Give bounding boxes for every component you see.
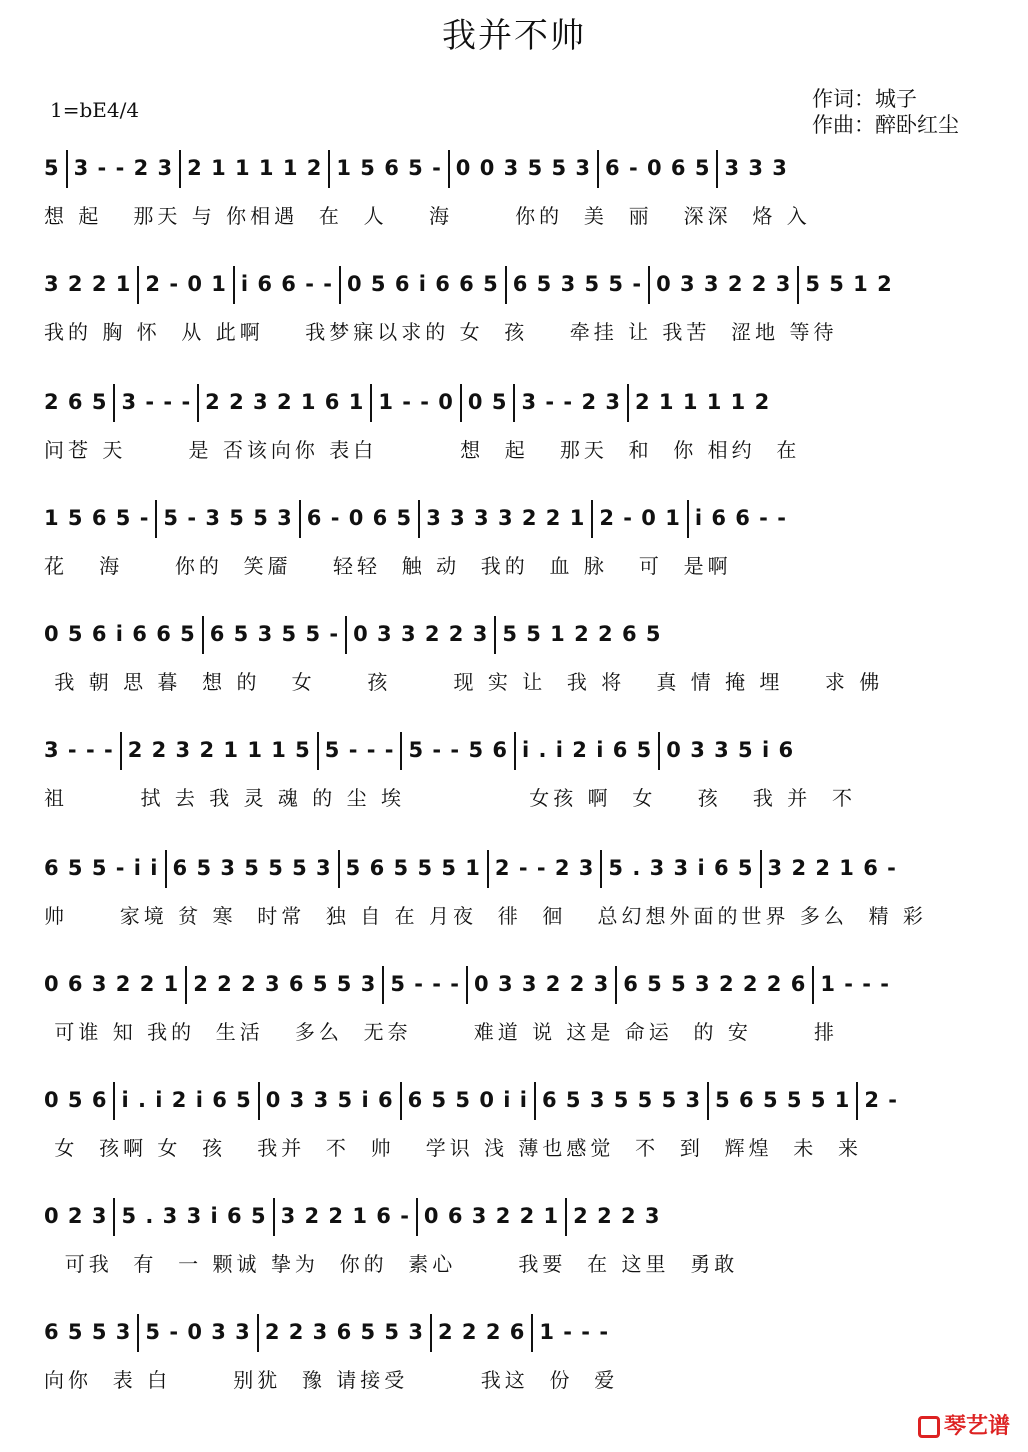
measure: 2 2 2 3 6 5 5 3	[193, 972, 377, 996]
measure: 0 6 3 2 2 1	[44, 972, 180, 996]
key-signature: 1=bE4/4	[50, 98, 140, 122]
bar-line	[716, 150, 718, 188]
composer-credit: 作曲：醉卧红尘	[812, 113, 959, 137]
measure: 3 - - 2 3	[521, 390, 621, 414]
bar-line	[370, 384, 372, 422]
measure: 0 2 3	[44, 1204, 108, 1228]
bar-line	[197, 384, 199, 422]
page-title: 我并不帅	[442, 16, 586, 56]
bar-line	[707, 1082, 709, 1120]
measure: 5 - - -	[324, 738, 395, 762]
score-system	[44, 616, 994, 695]
measure: 2 - 0 1	[599, 506, 681, 530]
notation-line	[44, 732, 994, 760]
watermark-text: 琴艺谱	[943, 1414, 1010, 1439]
measure: 2 1 1 1 1 2	[187, 156, 323, 180]
measure: 6 5 5 3 2 2 2 6	[623, 972, 807, 996]
measure: 1 - - 0	[378, 390, 454, 414]
bar-line	[531, 1314, 533, 1352]
measure: i 6 6 - -	[694, 506, 787, 530]
measure: 5 - - 5 6	[408, 738, 508, 762]
measure: 6 - 0 6 5	[605, 156, 711, 180]
measure: 2 6 5	[44, 390, 108, 414]
measure: 6 5 3 5 5 5 3	[541, 1088, 702, 1112]
watermark-logo	[918, 1409, 1010, 1440]
lyricist-credit: 作词：城子	[812, 87, 917, 111]
bar-line	[120, 732, 122, 770]
bar-line	[494, 616, 496, 654]
measure: 1 5 6 5 -	[44, 506, 150, 530]
measure: 2 -	[864, 1088, 898, 1112]
bar-line	[317, 732, 319, 770]
measure: 5 - 3 5 5 3	[163, 506, 293, 530]
bar-line	[273, 1198, 275, 1236]
bar-line	[382, 966, 384, 1004]
bar-line	[165, 850, 167, 888]
measure: 6 5 3 5 5 -	[512, 272, 643, 296]
measure: 5 5 1 2 2 6 5	[502, 622, 662, 646]
notation-line	[44, 1314, 994, 1342]
score-system	[44, 500, 994, 579]
bar-line	[812, 966, 814, 1004]
measure: 6 5 5 0 i i	[407, 1088, 528, 1112]
bar-line	[328, 150, 330, 188]
bar-line	[591, 500, 593, 538]
measure: 6 5 5 3	[44, 1320, 132, 1344]
measure: 3 - - -	[44, 738, 114, 762]
lyrics-line: 花 海 你的 笑靥 轻轻 触 动 我的 血 脉 可 是啊	[44, 554, 732, 578]
bar-line	[648, 266, 650, 304]
bar-line	[687, 500, 689, 538]
measure: 5 . 3 3 i 6 5	[608, 856, 754, 880]
measure: i . i 2 i 6 5	[121, 1088, 252, 1112]
measure: 0 3 3 5 i 6	[666, 738, 795, 762]
bar-line	[760, 850, 762, 888]
bar-line	[137, 1314, 139, 1352]
lyrics-line: 帅 家境 贫 寒 时常 独 自 在 月夜 徘 徊 总幻想外面的世界 多么 精 彩	[44, 904, 927, 928]
notation-line	[44, 616, 994, 644]
measure: 3 2 2 1	[44, 272, 132, 296]
bar-line	[233, 266, 235, 304]
score-system	[44, 1314, 994, 1393]
measure: 2 2 3 2 1 1 1 5	[127, 738, 311, 762]
notation-line	[44, 266, 994, 294]
bar-line	[137, 266, 139, 304]
measure: 6 - 0 6 5	[306, 506, 413, 530]
score-system	[44, 966, 994, 1045]
score-system	[44, 1198, 994, 1277]
notation-line	[44, 1082, 994, 1110]
lyrics-line: 女 孩啊 女 孩 我并 不 帅 学识 浅 薄也感觉 不 到 辉煌 未 来	[44, 1136, 863, 1160]
bar-line	[514, 732, 516, 770]
score-system	[44, 266, 994, 345]
score-system	[44, 732, 994, 811]
measure: 1 5 6 5 -	[336, 156, 442, 180]
measure: 0 5 6 i 6 6 5	[346, 272, 499, 296]
bar-line	[400, 732, 402, 770]
measure: 0 6 3 2 2 1	[423, 1204, 560, 1228]
bar-line	[179, 150, 181, 188]
score-system	[44, 384, 994, 463]
lyrics-line: 可我 有 一 颗诚 挚为 你的 素心 我要 在 这里 勇敢	[44, 1252, 739, 1276]
measure: 0 3 3 2 2 3	[474, 972, 610, 996]
score-system	[44, 1082, 994, 1161]
bar-line	[202, 616, 204, 654]
measure: 1 - - -	[820, 972, 891, 996]
measure: 0 5 6 i 6 6 5	[44, 622, 196, 646]
measure: 2 1 1 1 1 2	[634, 390, 771, 414]
measure: i 6 6 - -	[240, 272, 333, 296]
measure: 2 2 2 6	[437, 1320, 526, 1344]
lyrics-line: 我 朝 思 暮 想 的 女 孩 现 实 让 我 将 真 情 掩 埋 求 佛	[44, 670, 884, 694]
measure: 2 - - 2 3	[494, 856, 595, 880]
measure: 6 5 5 - i i	[44, 856, 159, 880]
bar-line	[600, 850, 602, 888]
measure: 5 5 1 2	[805, 272, 893, 296]
measure: i . i 2 i 6 5	[522, 738, 653, 762]
bar-line	[185, 966, 187, 1004]
measure: 5 6 5 5 5 1	[345, 856, 481, 880]
bar-line	[430, 1314, 432, 1352]
lyrics-line: 可谁 知 我的 生活 多么 无奈 难道 说 这是 命运 的 安 排	[44, 1020, 839, 1044]
score-system	[44, 850, 994, 929]
bar-line	[66, 150, 68, 188]
logo-icon	[918, 1416, 940, 1438]
notation-line	[44, 966, 994, 994]
measure: 2 2 3 6 5 5 3	[264, 1320, 424, 1344]
measure: 5	[44, 156, 60, 180]
measure: 6 5 3 5 5 5 3	[172, 856, 332, 880]
bar-line	[113, 384, 115, 422]
bar-line	[505, 266, 507, 304]
measure: 2 2 3 2 1 6 1	[205, 390, 365, 414]
bar-line	[448, 150, 450, 188]
lyrics-line: 我的 胸 怀 从 此啊 我梦寐以求的 女 孩 牵挂 让 我苦 涩地 等待	[44, 320, 838, 344]
lyrics-line: 想 起 那天 与 你相遇 在 人 海 你的 美 丽 深深 烙 入	[44, 204, 811, 228]
bar-line	[856, 1082, 858, 1120]
bar-line	[416, 1198, 418, 1236]
measure: 2 2 2 3	[573, 1204, 661, 1228]
bar-line	[345, 616, 347, 654]
bar-line	[258, 1082, 260, 1120]
measure: 3 3 3	[724, 156, 788, 180]
lyrics-line: 向你 表 白 别犹 豫 请接受 我这 份 爱	[44, 1368, 619, 1392]
notation-line	[44, 850, 994, 878]
bar-line	[400, 1082, 402, 1120]
notation-line	[44, 1198, 994, 1226]
bar-line	[797, 266, 799, 304]
measure: 1 - - -	[539, 1320, 610, 1344]
bar-line	[513, 384, 515, 422]
measure: 0 3 3 2 2 3	[656, 272, 792, 296]
bar-line	[155, 500, 157, 538]
measure: 5 . 3 3 i 6 5	[121, 1204, 267, 1228]
measure: 0 3 3 2 2 3	[353, 622, 489, 646]
bar-line	[658, 732, 660, 770]
bar-line	[534, 1082, 536, 1120]
lyrics-line: 祖 拭 去 我 灵 魂 的 尘 埃 女孩 啊 女 孩 我 并 不	[44, 786, 856, 810]
bar-line	[338, 850, 340, 888]
score-system	[44, 150, 994, 229]
bar-line	[113, 1082, 115, 1120]
bar-line	[627, 384, 629, 422]
measure: 0 0 3 5 5 3	[455, 156, 592, 180]
measure: 3 - - 2 3	[73, 156, 174, 180]
notation-line	[44, 150, 994, 178]
measure: 3 3 3 3 2 2 1	[426, 506, 586, 530]
bar-line	[339, 266, 341, 304]
bar-line	[597, 150, 599, 188]
measure: 5 - 0 3 3	[145, 1320, 251, 1344]
bar-line	[418, 500, 420, 538]
measure: 3 - - -	[121, 390, 192, 414]
measure: 0 5 6	[44, 1088, 108, 1112]
measure: 0 5	[467, 390, 508, 414]
bar-line	[460, 384, 462, 422]
measure: 5 - - -	[390, 972, 461, 996]
notation-line	[44, 384, 994, 412]
measure: 2 - 0 1	[145, 272, 227, 296]
bar-line	[565, 1198, 567, 1236]
bar-line	[487, 850, 489, 888]
lyrics-line: 问苍 天 是 否该向你 表白 想 起 那天 和 你 相约 在	[44, 438, 801, 462]
measure: 3 2 2 1 6 -	[280, 1204, 410, 1228]
notation-line	[44, 500, 994, 528]
measure: 3 2 2 1 6 -	[767, 856, 897, 880]
bar-line	[113, 1198, 115, 1236]
measure: 0 3 3 5 i 6	[265, 1088, 394, 1112]
bar-line	[257, 1314, 259, 1352]
bar-line	[466, 966, 468, 1004]
bar-line	[299, 500, 301, 538]
measure: 5 6 5 5 5 1	[715, 1088, 851, 1112]
credits	[812, 86, 959, 138]
bar-line	[615, 966, 617, 1004]
measure: 6 5 3 5 5 -	[209, 622, 340, 646]
